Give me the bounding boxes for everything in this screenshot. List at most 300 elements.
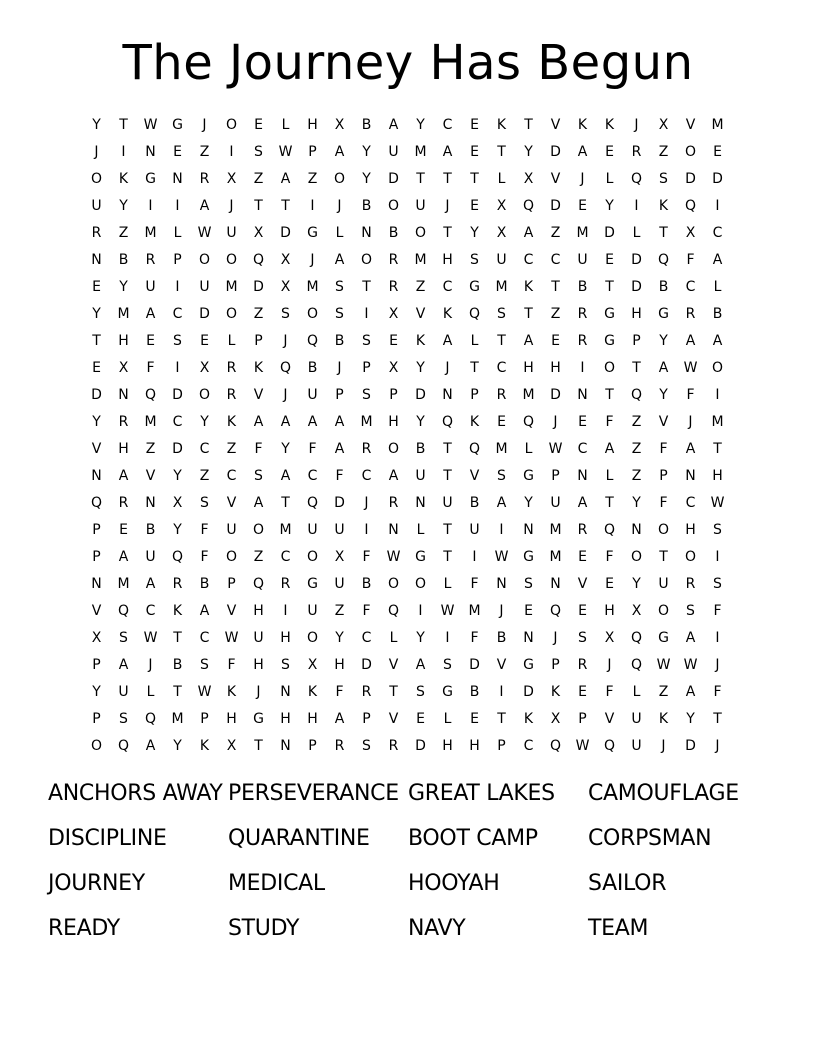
grid-letter: B bbox=[469, 495, 480, 511]
grid-letter: T bbox=[632, 360, 641, 376]
grid-letter: Z bbox=[550, 306, 561, 322]
grid-letter: L bbox=[146, 684, 155, 700]
grid-letter: N bbox=[496, 576, 507, 592]
grid-letter: O bbox=[252, 522, 265, 538]
grid-letter: V bbox=[550, 171, 561, 187]
grid-letter: T bbox=[281, 198, 290, 214]
grid-letter: F bbox=[659, 495, 668, 511]
grid-letter: S bbox=[254, 468, 263, 484]
grid-letter: D bbox=[469, 657, 480, 673]
grid-letter: A bbox=[388, 468, 399, 484]
grid-letter: A bbox=[388, 117, 399, 133]
grid-letter: J bbox=[661, 738, 666, 754]
grid-letter: U bbox=[307, 522, 318, 538]
grid-letter: R bbox=[631, 144, 642, 160]
grid-letter: K bbox=[658, 198, 669, 214]
grid-letter: A bbox=[334, 144, 345, 160]
grid-letter: M bbox=[711, 414, 724, 430]
grid-letter: E bbox=[389, 333, 398, 349]
grid-letter: E bbox=[551, 333, 560, 349]
grid-letter: O bbox=[387, 441, 400, 457]
grid-letter: T bbox=[713, 711, 722, 727]
grid-letter: W bbox=[575, 738, 590, 754]
grid-letter: Y bbox=[362, 171, 371, 187]
grid-letter: K bbox=[550, 684, 561, 700]
grid-letter: S bbox=[335, 279, 344, 295]
grid-letter: O bbox=[306, 306, 319, 322]
grid-letter: F bbox=[686, 387, 695, 403]
grid-letter: P bbox=[92, 657, 101, 673]
grid-letter: V bbox=[469, 468, 480, 484]
grid-letter: P bbox=[227, 576, 236, 592]
grid-letter: D bbox=[253, 279, 264, 295]
grid-letter: D bbox=[361, 657, 372, 673]
grid-letter: A bbox=[523, 333, 534, 349]
grid-letter: S bbox=[470, 252, 479, 268]
grid-row bbox=[83, 274, 731, 301]
grid-letter: Y bbox=[659, 333, 668, 349]
grid-letter: H bbox=[631, 306, 642, 322]
grid-letter: I bbox=[175, 198, 180, 214]
grid-letter: S bbox=[416, 684, 425, 700]
grid-letter: L bbox=[443, 576, 452, 592]
grid-letter: Y bbox=[524, 144, 533, 160]
grid-letter: R bbox=[334, 738, 345, 754]
grid-letter: E bbox=[578, 549, 587, 565]
grid-letter: Z bbox=[631, 414, 642, 430]
grid-letter: O bbox=[603, 360, 616, 376]
grid-letter: X bbox=[226, 171, 237, 187]
grid-letter: V bbox=[226, 603, 237, 619]
grid-letter: O bbox=[711, 360, 724, 376]
grid-letter: H bbox=[442, 738, 453, 754]
grid-row bbox=[83, 328, 731, 355]
grid-letter: J bbox=[337, 198, 342, 214]
grid-letter: D bbox=[685, 738, 696, 754]
word-list bbox=[48, 774, 768, 954]
grid-letter: N bbox=[172, 171, 183, 187]
grid-letter: X bbox=[388, 306, 399, 322]
grid-letter: J bbox=[607, 657, 612, 673]
grid-letter: I bbox=[472, 549, 477, 565]
grid-letter: A bbox=[280, 414, 291, 430]
grid-row bbox=[83, 436, 731, 463]
grid-letter: E bbox=[713, 144, 722, 160]
grid-letter: S bbox=[200, 657, 209, 673]
grid-letter: G bbox=[604, 306, 615, 322]
grid-letter: Q bbox=[684, 198, 697, 214]
grid-letter: Q bbox=[630, 387, 643, 403]
word-list-item: GREAT LAKES bbox=[408, 781, 555, 806]
grid-letter: E bbox=[470, 198, 479, 214]
grid-letter: C bbox=[280, 549, 291, 565]
grid-letter: X bbox=[118, 360, 129, 376]
grid-letter: N bbox=[361, 225, 372, 241]
grid-row bbox=[83, 490, 731, 517]
grid-letter: Y bbox=[92, 306, 101, 322]
grid-letter: M bbox=[711, 117, 724, 133]
grid-letter: I bbox=[715, 387, 720, 403]
grid-letter: N bbox=[577, 387, 588, 403]
grid-letter: F bbox=[362, 603, 371, 619]
grid-letter: A bbox=[334, 414, 345, 430]
grid-letter: X bbox=[91, 630, 102, 646]
grid-letter: D bbox=[334, 495, 345, 511]
word-list-item: BOOT CAMP bbox=[408, 826, 538, 851]
grid-letter: V bbox=[91, 441, 102, 457]
grid-letter: Q bbox=[468, 441, 481, 457]
grid-letter: U bbox=[307, 387, 318, 403]
grid-letter: T bbox=[659, 549, 668, 565]
grid-letter: P bbox=[200, 711, 209, 727]
grid-letter: L bbox=[416, 522, 425, 538]
grid-letter: E bbox=[416, 711, 425, 727]
grid-letter: N bbox=[442, 387, 453, 403]
grid-letter: V bbox=[496, 657, 507, 673]
grid-letter: D bbox=[631, 279, 642, 295]
grid-letter: U bbox=[118, 684, 129, 700]
grid-letter: V bbox=[388, 657, 399, 673]
grid-letter: Q bbox=[522, 198, 535, 214]
grid-letter: A bbox=[496, 495, 507, 511]
grid-letter: T bbox=[551, 279, 560, 295]
grid-letter: L bbox=[497, 171, 506, 187]
grid-letter: A bbox=[577, 495, 588, 511]
grid-letter: W bbox=[386, 549, 401, 565]
grid-letter: C bbox=[712, 225, 723, 241]
grid-letter: R bbox=[172, 576, 183, 592]
grid-letter: O bbox=[684, 144, 697, 160]
grid-row bbox=[83, 598, 731, 625]
grid-letter: R bbox=[388, 279, 399, 295]
grid-letter: C bbox=[685, 279, 696, 295]
grid-letter: K bbox=[523, 711, 534, 727]
grid-letter: A bbox=[577, 144, 588, 160]
grid-letter: S bbox=[578, 630, 587, 646]
grid-letter: I bbox=[148, 198, 153, 214]
grid-letter: C bbox=[577, 441, 588, 457]
grid-letter: X bbox=[307, 657, 318, 673]
grid-letter: S bbox=[335, 306, 344, 322]
grid-letter: R bbox=[145, 252, 156, 268]
grid-letter: A bbox=[253, 495, 264, 511]
grid-letter: K bbox=[469, 414, 480, 430]
grid-letter: X bbox=[550, 711, 561, 727]
grid-letter: I bbox=[634, 198, 639, 214]
grid-letter: S bbox=[659, 171, 668, 187]
grid-letter: N bbox=[280, 684, 291, 700]
grid-letter: Z bbox=[145, 441, 156, 457]
grid-letter: F bbox=[200, 522, 209, 538]
grid-letter: P bbox=[470, 387, 479, 403]
grid-letter: P bbox=[308, 738, 317, 754]
grid-letter: U bbox=[415, 468, 426, 484]
grid-letter: B bbox=[334, 333, 345, 349]
grid-letter: I bbox=[364, 306, 369, 322]
grid-letter: Y bbox=[335, 630, 344, 646]
grid-letter: X bbox=[280, 252, 291, 268]
grid-letter: F bbox=[146, 360, 155, 376]
grid-letter: S bbox=[362, 333, 371, 349]
grid-letter: R bbox=[226, 387, 237, 403]
grid-letter: T bbox=[470, 360, 479, 376]
grid-letter: I bbox=[175, 360, 180, 376]
grid-letter: Q bbox=[306, 333, 319, 349]
grid-letter: U bbox=[550, 495, 561, 511]
grid-letter: Z bbox=[550, 225, 561, 241]
grid-letter: P bbox=[578, 711, 587, 727]
grid-letter: R bbox=[388, 252, 399, 268]
grid-letter: T bbox=[362, 279, 371, 295]
grid-letter: W bbox=[197, 225, 212, 241]
grid-letter: R bbox=[577, 333, 588, 349]
grid-letter: F bbox=[470, 630, 479, 646]
grid-letter: I bbox=[499, 684, 504, 700]
grid-letter: Z bbox=[307, 171, 318, 187]
grid-letter: P bbox=[497, 738, 506, 754]
grid-letter: P bbox=[362, 360, 371, 376]
grid-letter: L bbox=[632, 684, 641, 700]
grid-letter: T bbox=[470, 171, 479, 187]
grid-letter: U bbox=[226, 225, 237, 241]
grid-letter: C bbox=[199, 441, 210, 457]
grid-letter: S bbox=[443, 657, 452, 673]
grid-letter: S bbox=[200, 495, 209, 511]
grid-letter: B bbox=[712, 306, 723, 322]
grid-letter: C bbox=[442, 279, 453, 295]
grid-letter: P bbox=[335, 387, 344, 403]
grid-letter: S bbox=[686, 603, 695, 619]
grid-letter: C bbox=[172, 306, 183, 322]
grid-letter: O bbox=[225, 117, 238, 133]
grid-row bbox=[83, 382, 731, 409]
grid-letter: J bbox=[148, 657, 153, 673]
grid-letter: X bbox=[658, 117, 669, 133]
grid-letter: V bbox=[577, 576, 588, 592]
grid-letter: K bbox=[415, 333, 426, 349]
grid-letter: T bbox=[497, 144, 506, 160]
grid-letter: N bbox=[523, 630, 534, 646]
grid-letter: S bbox=[173, 333, 182, 349]
grid-letter: I bbox=[715, 198, 720, 214]
grid-letter: Y bbox=[416, 414, 425, 430]
grid-letter: I bbox=[580, 360, 585, 376]
grid-letter: O bbox=[387, 576, 400, 592]
grid-letter: Q bbox=[630, 171, 643, 187]
grid-letter: A bbox=[334, 441, 345, 457]
grid-letter: Y bbox=[524, 495, 533, 511]
grid-letter: U bbox=[91, 198, 102, 214]
grid-letter: J bbox=[715, 738, 720, 754]
word-list-item: STUDY bbox=[228, 916, 300, 941]
grid-letter: D bbox=[415, 738, 426, 754]
grid-letter: O bbox=[198, 252, 211, 268]
grid-letter: B bbox=[199, 576, 210, 592]
grid-letter: T bbox=[443, 522, 452, 538]
grid-letter: H bbox=[307, 117, 318, 133]
grid-letter: U bbox=[415, 198, 426, 214]
grid-letter: E bbox=[146, 333, 155, 349]
grid-letter: P bbox=[551, 657, 560, 673]
grid-letter: U bbox=[199, 279, 210, 295]
grid-letter: L bbox=[713, 279, 722, 295]
grid-letter: K bbox=[226, 684, 237, 700]
grid-letter: G bbox=[442, 684, 453, 700]
grid-letter: Y bbox=[173, 522, 182, 538]
grid-letter: C bbox=[523, 252, 534, 268]
grid-letter: S bbox=[281, 657, 290, 673]
grid-letter: O bbox=[306, 630, 319, 646]
grid-letter: A bbox=[145, 576, 156, 592]
grid-letter: F bbox=[254, 441, 263, 457]
grid-letter: F bbox=[605, 414, 614, 430]
grid-letter: E bbox=[470, 711, 479, 727]
grid-letter: Q bbox=[549, 738, 562, 754]
grid-letter: H bbox=[334, 657, 345, 673]
grid-letter: G bbox=[469, 279, 480, 295]
grid-row bbox=[83, 517, 731, 544]
grid-letter: E bbox=[92, 279, 101, 295]
grid-letter: A bbox=[712, 333, 723, 349]
grid-letter: G bbox=[604, 333, 615, 349]
grid-letter: V bbox=[550, 117, 561, 133]
word-list-item: CAMOUFLAGE bbox=[588, 781, 739, 806]
page-title: The Journey Has Begun bbox=[122, 35, 694, 91]
grid-letter: U bbox=[307, 603, 318, 619]
grid-letter: J bbox=[634, 117, 639, 133]
grid-letter: G bbox=[307, 576, 318, 592]
grid-letter: G bbox=[145, 171, 156, 187]
grid-letter: U bbox=[658, 576, 669, 592]
grid-letter: O bbox=[225, 549, 238, 565]
grid-letter: P bbox=[92, 522, 101, 538]
grid-letter: N bbox=[685, 468, 696, 484]
grid-letter: E bbox=[119, 522, 128, 538]
grid-letter: O bbox=[306, 549, 319, 565]
grid-letter: M bbox=[144, 225, 157, 241]
grid-letter: A bbox=[334, 252, 345, 268]
grid-letter: Z bbox=[253, 171, 264, 187]
grid-letter: X bbox=[334, 117, 345, 133]
word-list-item: JOURNEY bbox=[48, 871, 145, 896]
grid-letter: E bbox=[605, 576, 614, 592]
grid-letter: C bbox=[550, 252, 561, 268]
grid-letter: Y bbox=[173, 738, 182, 754]
grid-letter: H bbox=[118, 333, 129, 349]
grid-letter: Z bbox=[253, 306, 264, 322]
grid-row bbox=[83, 706, 731, 733]
word-list-item: NAVY bbox=[408, 916, 466, 941]
grid-letter: F bbox=[470, 576, 479, 592]
grid-letter: W bbox=[197, 684, 212, 700]
grid-letter: S bbox=[281, 306, 290, 322]
grid-letter: X bbox=[334, 549, 345, 565]
word-list-item: PERSEVERANCE bbox=[228, 781, 399, 806]
grid-letter: T bbox=[605, 387, 614, 403]
grid-letter: E bbox=[254, 117, 263, 133]
grid-letter: S bbox=[524, 576, 533, 592]
grid-letter: S bbox=[254, 144, 263, 160]
grid-letter: O bbox=[657, 522, 670, 538]
grid-letter: R bbox=[91, 225, 102, 241]
grid-letter: M bbox=[549, 549, 562, 565]
grid-letter: M bbox=[495, 441, 508, 457]
grid-letter: J bbox=[256, 684, 261, 700]
grid-letter: T bbox=[416, 171, 425, 187]
grid-letter: W bbox=[224, 630, 239, 646]
grid-letter: H bbox=[685, 522, 696, 538]
grid-letter: A bbox=[307, 414, 318, 430]
grid-letter: G bbox=[523, 468, 534, 484]
grid-letter: J bbox=[553, 630, 558, 646]
grid-letter: O bbox=[414, 576, 427, 592]
grid-letter: J bbox=[364, 495, 369, 511]
grid-letter: K bbox=[307, 684, 318, 700]
grid-letter: D bbox=[199, 306, 210, 322]
grid-letter: S bbox=[119, 630, 128, 646]
grid-letter: Z bbox=[118, 225, 129, 241]
grid-letter: N bbox=[145, 144, 156, 160]
grid-letter: L bbox=[632, 225, 641, 241]
grid-letter: Y bbox=[416, 360, 425, 376]
grid-row bbox=[83, 409, 731, 436]
grid-letter: M bbox=[522, 387, 535, 403]
grid-letter: M bbox=[279, 522, 292, 538]
grid-letter: T bbox=[605, 495, 614, 511]
grid-letter: R bbox=[685, 306, 696, 322]
grid-letter: J bbox=[283, 387, 288, 403]
grid-letter: Y bbox=[200, 414, 209, 430]
grid-row bbox=[83, 463, 731, 490]
grid-letter: A bbox=[145, 306, 156, 322]
grid-letter: E bbox=[173, 144, 182, 160]
grid-letter: O bbox=[90, 171, 103, 187]
grid-letter: R bbox=[280, 576, 291, 592]
grid-letter: J bbox=[715, 657, 720, 673]
grid-row bbox=[83, 625, 731, 652]
grid-letter: T bbox=[92, 333, 101, 349]
grid-letter: S bbox=[497, 468, 506, 484]
grid-letter: I bbox=[445, 630, 450, 646]
grid-letter: S bbox=[362, 387, 371, 403]
grid-letter: A bbox=[334, 711, 345, 727]
grid-row bbox=[83, 679, 731, 706]
grid-letter: X bbox=[604, 630, 615, 646]
grid-letter: J bbox=[445, 360, 450, 376]
grid-letter: X bbox=[226, 738, 237, 754]
grid-letter: U bbox=[388, 144, 399, 160]
grid-letter: I bbox=[715, 630, 720, 646]
grid-letter: N bbox=[523, 522, 534, 538]
grid-letter: J bbox=[499, 603, 504, 619]
grid-letter: L bbox=[605, 468, 614, 484]
grid-letter: H bbox=[280, 711, 291, 727]
grid-row bbox=[83, 247, 731, 274]
grid-letter: A bbox=[280, 171, 291, 187]
grid-letter: Q bbox=[468, 306, 481, 322]
grid-letter: T bbox=[443, 549, 452, 565]
grid-letter: I bbox=[364, 522, 369, 538]
grid-letter: K bbox=[226, 414, 237, 430]
grid-letter: T bbox=[497, 711, 506, 727]
grid-letter: V bbox=[145, 468, 156, 484]
grid-letter: M bbox=[117, 306, 130, 322]
grid-letter: G bbox=[253, 711, 264, 727]
grid-letter: J bbox=[445, 198, 450, 214]
grid-letter: F bbox=[713, 684, 722, 700]
grid-letter: L bbox=[389, 630, 398, 646]
word-list-item: CORPSMAN bbox=[588, 826, 712, 851]
